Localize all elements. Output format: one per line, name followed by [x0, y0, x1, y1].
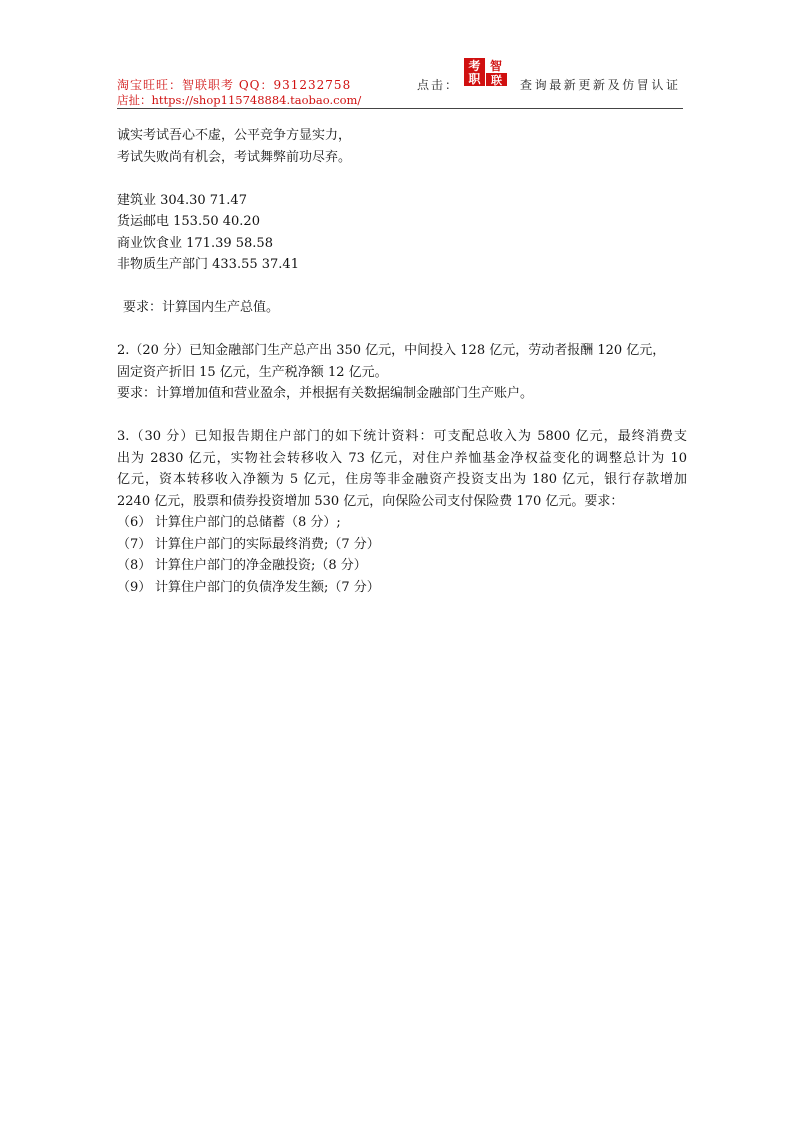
list-item-number: （6）: [117, 515, 152, 530]
motto-line-2: 考试失败尚有机会，考试舞弊前功尽弃。: [117, 149, 352, 165]
zhilian-logo-icon[interactable]: [464, 56, 508, 88]
table-row: 建筑业 304.30 71.47: [117, 192, 247, 208]
q1-requirement: 要求：计算国内生产总值。: [123, 300, 280, 315]
list-item-text: 计算住户部门的净金融投资;（8 分）: [155, 558, 367, 573]
list-item: [117, 555, 687, 577]
list-item-number: （7）: [117, 536, 152, 552]
q3-line-4: 2240 亿元，股票和债券投资增加 530 亿元，向保险公司支付保险费 170 亿元。要求：: [117, 493, 624, 509]
list-item: [117, 577, 687, 599]
document-body: [117, 125, 687, 598]
store-url-link[interactable]: 店扯：https://shop115748884.taobao.com/: [117, 93, 362, 107]
list-item: [117, 534, 687, 556]
list-item: [117, 512, 687, 534]
q2-line-1: 2.（20 分）已知金融部门生产总产出 350 亿元，中间投入 128 亿元，劳动者报酬 120 亿元，: [117, 343, 666, 358]
q3-line-3: 亿元，资本转移收入净额为 5 亿元，住房等非金融资产投资支出为 180 亿元，银行存款增加: [117, 472, 687, 487]
q3-line-1: 3.（30 分）已知报告期住户部门的如下统计资料：可支配总收入为 5800 亿元，最终消费支: [117, 429, 687, 444]
logo-char-3: 智: [489, 59, 503, 73]
list-item-number: （9）: [117, 579, 152, 595]
click-label: 点击：: [417, 78, 460, 92]
list-item-text: 计算住户部门的负债净发生额;（7 分）: [155, 579, 380, 595]
table-row: 非物质生产部门 433.55 37.41: [117, 257, 299, 272]
page-header: [117, 56, 683, 109]
logo-char-4: 联: [491, 74, 502, 87]
motto-line-1: 诚实考试吾心不虚，公平竞争方显实力，: [117, 128, 352, 143]
list-item-text: 计算住户部门的总储蓄（8 分）;: [155, 515, 341, 530]
list-item-text: 计算住户部门的实际最终消费;（7 分）: [155, 536, 380, 552]
table-row: 商业饮食业 171.39 58.58: [117, 235, 273, 251]
q2-line-2: 固定资产折旧 15 亿元，生产税净额 12 亿元。: [117, 364, 388, 380]
table-row: 货运邮电 153.50 40.20: [117, 214, 260, 229]
q2-requirement: 要求：计算增加值和营业盈余，并根据有关数据编制金融部门生产账户。: [117, 386, 534, 401]
q3-line-2: 出为 2830 亿元，实物社会转移收入 73 亿元，对住户养恤基金净权益变化的调整总计为 10: [117, 450, 687, 466]
list-item-number: （8）: [117, 558, 152, 573]
logo-char-1: 考: [468, 59, 481, 73]
logo-char-2: 职: [468, 72, 481, 86]
verify-link[interactable]: 查询最新更新及仿冒认证: [520, 78, 681, 92]
shop-contact-line: 淘宝旺旺：智联职考 QQ：931232758: [117, 78, 352, 92]
